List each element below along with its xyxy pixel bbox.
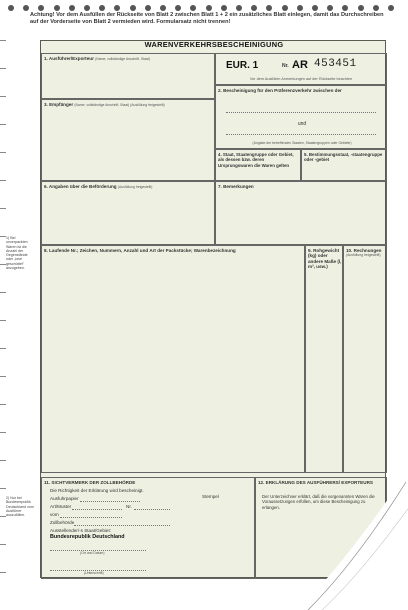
margin-tick: [0, 96, 6, 97]
field-11-zoll-line: [74, 525, 170, 526]
binding-hole: [342, 5, 348, 11]
binding-hole: [190, 5, 196, 11]
field-6-label: 6. Angaben über die Beförderung: [44, 184, 117, 189]
field-10-label: 10. Rechnungen: [346, 248, 382, 253]
binding-hole: [221, 5, 227, 11]
field-2-line-2: [226, 134, 376, 135]
field-11-line1: Die Richtigkeit der Erklärung wird bescheinigt.: [50, 488, 144, 493]
field-11-ort: (Ort und Datum): [80, 551, 105, 555]
field-1-hint: (Name, vollständige Anschrift, Staat): [95, 57, 150, 61]
field-11-sig: (Unterschrift): [84, 571, 104, 575]
field-11-stempel: Stempel: [202, 494, 219, 499]
nr-label: Nr.: [282, 63, 289, 69]
margin-tick: [0, 264, 6, 265]
margin-tick: [0, 544, 6, 545]
binding-hole: [84, 5, 90, 11]
field-11-nr: Nr.: [126, 504, 132, 509]
field-11-vom-line: [60, 517, 122, 518]
warning-notice: [30, 12, 390, 25]
side-note-1: 1) Bei unverpackten Waren ist die Anzahl der Gegenstände oder „lose geschüttet" anzugeben.: [6, 236, 28, 271]
field-11-doc: Ausfuhrpapier: [50, 496, 79, 501]
field-11-art-line: [72, 509, 122, 510]
field-2-label: 2. Bescheinigung für den Präferenzverkehr zwischen der: [218, 88, 342, 93]
binding-hole: [373, 5, 379, 11]
field-11-zoll: Zollbehörde: [50, 520, 75, 525]
eur1-label: EUR. 1: [226, 60, 259, 71]
margin-tick: [0, 40, 6, 41]
margin-tick: [0, 180, 6, 181]
field-2-line-1: [226, 112, 376, 113]
binding-hole: [130, 5, 136, 11]
field-3-label: 3. Empfänger: [44, 102, 74, 107]
margin-tick: [0, 320, 6, 321]
side-note-2: 2) Nur bei Bundesrepublik Deutschland vom Ausführer auszufüllen.: [6, 496, 34, 518]
binding-hole: [327, 5, 333, 11]
margin-tick: [0, 516, 6, 517]
binding-hole: [388, 5, 394, 11]
form-title: WARENVERKEHRSBESCHEINIGUNG: [144, 40, 284, 49]
binding-hole: [54, 5, 60, 11]
margin-tick: [0, 68, 6, 69]
field-12-text: Der Unterzeichner erklärt, daß die vorgenannten Waren die Voraussetzungen erfüllen, um diese Bescheinigung zu erlangen.: [262, 494, 375, 510]
binding-hole: [160, 5, 166, 11]
field-5-destination[interactable]: [301, 149, 387, 181]
margin-tick: [0, 208, 6, 209]
field-6-transport[interactable]: [41, 181, 215, 245]
binding-hole: [69, 5, 75, 11]
binding-hole: [145, 5, 151, 11]
field-8-label: 8. Laufende Nr.; Zeichen, Nummern, Anzahl und Art der Packstücke: [44, 248, 191, 253]
warning-text: Vor dem Ausfüllen der Rückseite von Blatt 2 zwischen Blatt 1 + 2 ein zusätzliches Blatt einlegen, damit das Durchschreiben auf der Vorderseite von Blatt 2 vermieden wird. Formularsatz nicht trennen!: [30, 12, 384, 25]
binding-hole: [236, 5, 242, 11]
binding-hole: [358, 5, 364, 11]
field-3-consignee[interactable]: [41, 99, 215, 181]
margin-tick: [0, 432, 6, 433]
field-2-preference[interactable]: [215, 85, 387, 149]
field-1-exporter[interactable]: [41, 53, 215, 99]
binding-hole: [251, 5, 257, 11]
binding-hole: [114, 5, 120, 11]
margin-tick: [0, 292, 6, 293]
field-11-vom: vom: [50, 512, 59, 517]
field-4-origin[interactable]: [215, 149, 301, 181]
field-11-nr-line: [134, 509, 170, 510]
binding-hole: [175, 5, 181, 11]
field-5-label: 5. Bestimmungsstaat, -staatengruppe oder -gebiet: [304, 152, 383, 163]
field-4-label: 4. Staat, Staatengruppe oder Gebiet, als dessen bzw. deren Ursprungswaren die Waren gelten: [218, 152, 294, 168]
field-2-hint: (Angabe der betreffenden Staaten, Staatengruppen oder Gebiete): [252, 141, 352, 145]
margin-tick: [0, 236, 6, 237]
field-1-label: 1. Ausführer/Exporteur: [44, 56, 94, 61]
binding-hole: [38, 5, 44, 11]
binding-hole: [8, 5, 14, 11]
margin-tick: [0, 124, 6, 125]
field-9-weight[interactable]: [305, 245, 343, 473]
remarks-note: Vor dem Ausfüllen Anmerkungen auf der Rückseite beachten: [249, 77, 353, 81]
binding-hole: [282, 5, 288, 11]
field-11-doc-line: [80, 501, 140, 502]
warning-prefix: Achtung!: [30, 12, 55, 18]
margin-tick: [0, 572, 6, 573]
field-9-label: 9. Rohgewicht (kg) oder andere Maße (l, m³, usw.): [308, 248, 342, 270]
binding-holes: [8, 4, 400, 12]
field-11-art: Art/Muster: [50, 504, 72, 509]
binding-hole: [297, 5, 303, 11]
binding-hole: [99, 5, 105, 11]
binding-hole: [266, 5, 272, 11]
field-11-label: 11. SICHTVERMERK DER ZOLLBEHÖRDE: [44, 480, 136, 485]
field-3-hint: (Name, vollständige Anschrift, Staat) (Ausfüllung freigestellt): [74, 103, 165, 107]
eur1-header-box: [215, 53, 387, 85]
field-8-tail: ; Warenbezeichnung: [190, 248, 236, 253]
field-2-und: und: [297, 121, 307, 127]
ar-prefix: AR: [292, 59, 308, 71]
field-12-label: 12. ERKLÄRUNG DES AUSFÜHRERS/ EXPORTEURS: [258, 480, 373, 485]
field-7-remarks[interactable]: [215, 181, 387, 245]
margin-tick: [0, 404, 6, 405]
margin-tick: [0, 348, 6, 349]
field-11-staat: Ausstellender/-s Staat/Gebiet:: [50, 528, 112, 533]
margin-tick: [0, 152, 6, 153]
field-10-hint: (Ausfüllung freigestellt): [346, 253, 381, 258]
margin-tick: [0, 460, 6, 461]
page-curl: [298, 470, 408, 610]
margin-tick: [0, 488, 6, 489]
field-7-label: 7. Bemerkungen: [218, 184, 254, 189]
binding-hole: [206, 5, 212, 11]
binding-hole: [23, 5, 29, 11]
binding-hole: [312, 5, 318, 11]
field-11-customs-endorsement[interactable]: [41, 477, 255, 579]
field-11-country: Bundesrepublik Deutschland: [50, 534, 125, 540]
margin-tick: [0, 376, 6, 377]
margin-ticks: [0, 0, 6, 596]
field-8-goods[interactable]: [41, 245, 305, 473]
field-6-hint: (Ausfüllung freigestellt): [117, 185, 153, 189]
field-10-invoices[interactable]: [343, 245, 387, 473]
serial-number: 453451: [314, 58, 357, 70]
